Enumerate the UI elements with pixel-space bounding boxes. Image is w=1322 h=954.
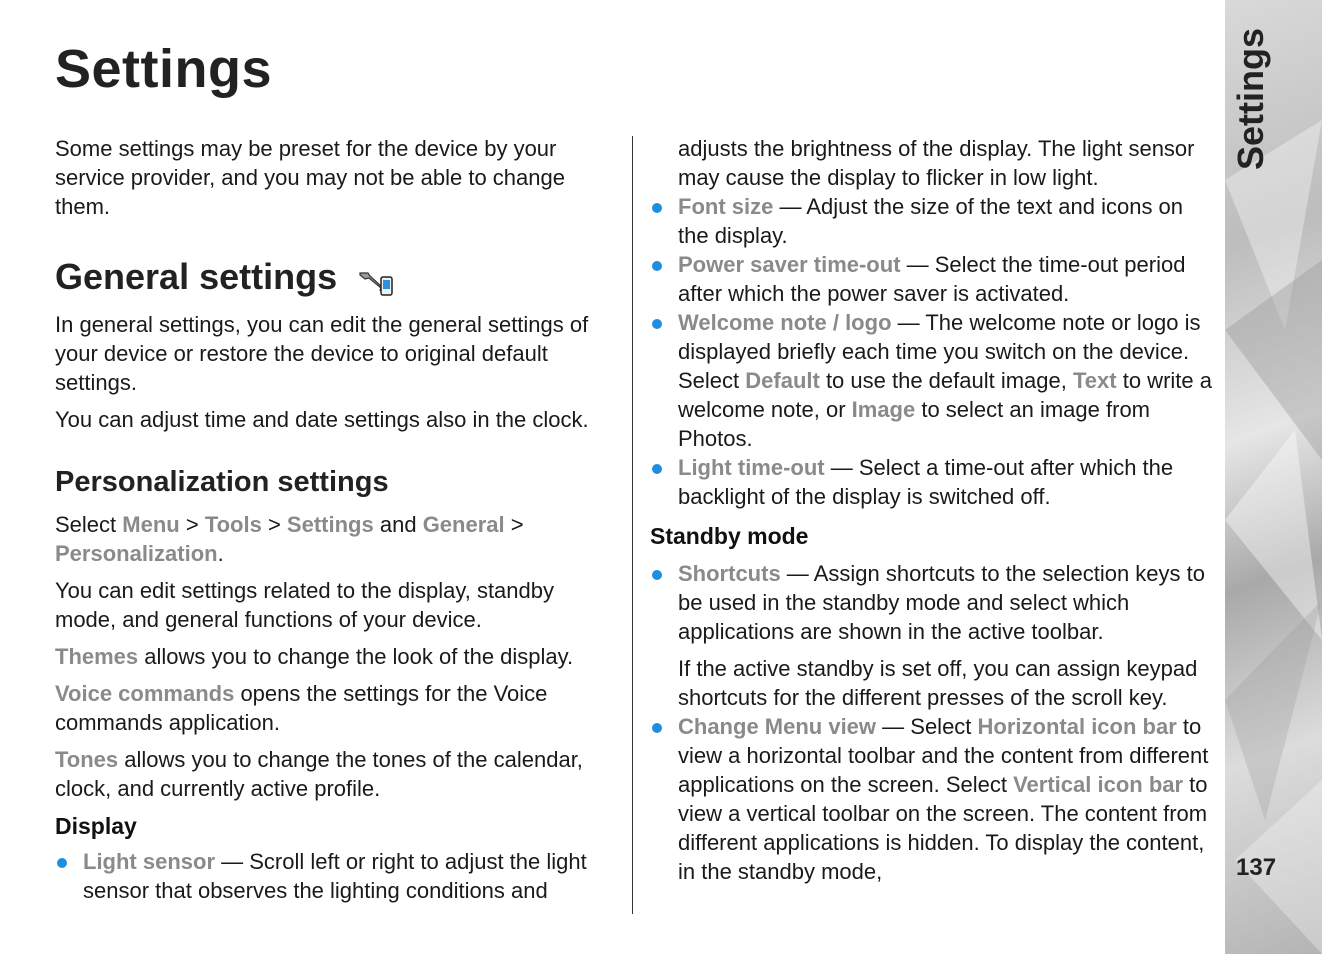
path-sep-3: >: [504, 512, 530, 538]
change-menu-text-1: — Select: [876, 714, 978, 739]
path-sep-2: >: [261, 512, 287, 538]
path-personalization: Personalization: [55, 541, 218, 567]
welcome-default: Default: [745, 368, 820, 393]
display-list-continued: [650, 192, 1212, 511]
tones-paragraph: [55, 745, 620, 803]
list-item-power-saver: [650, 250, 1212, 308]
change-menu-horizontal: Horizontal icon bar: [977, 714, 1177, 739]
power-saver-text: — Select the time-out period after which the power saver is activated.: [678, 252, 1186, 306]
path-and: and: [379, 512, 417, 538]
light-timeout-term: Light time-out: [678, 455, 825, 480]
welcome-text-4: to select an image from Photos.: [678, 397, 1151, 451]
light-sensor-term: Light sensor: [83, 849, 216, 875]
path-general: General: [422, 512, 505, 538]
shortcuts-term: Shortcuts: [678, 561, 781, 586]
themes-text: allows you to change the look of the display.: [138, 644, 574, 670]
light-sensor-continued: adjusts the brightness of the display. The light sensor may cause the display to flicker in low light.: [678, 136, 1195, 190]
voice-term: Voice commands: [55, 681, 235, 707]
font-size-term: Font size: [678, 194, 774, 219]
themes-term: Themes: [55, 644, 139, 670]
path-select: Select: [55, 512, 117, 538]
right-column: [650, 134, 1212, 886]
list-item-shortcuts: [650, 559, 1212, 646]
column-divider: [632, 136, 633, 914]
standby-list: [650, 559, 1212, 646]
standby-heading: Standby mode: [650, 523, 809, 549]
path-sep-1: >: [179, 512, 205, 538]
welcome-text-1: — The welcome note or logo is displayed briefly each time you switch on the device. Select: [678, 310, 1201, 393]
display-list: [55, 847, 620, 905]
general-settings-heading: General settings: [55, 256, 338, 297]
standby-list-2: [650, 712, 1212, 886]
change-menu-text-2: to view a horizontal toolbar and the content from different applications on the screen. Select: [678, 714, 1209, 797]
power-saver-term: Power saver time-out: [678, 252, 901, 277]
path-settings: Settings: [286, 512, 374, 538]
welcome-text-3: to write a welcome note, or: [678, 368, 1212, 422]
personalization-heading: Personalization settings: [55, 466, 389, 499]
voice-text: opens the settings for the Voice commands application.: [55, 681, 548, 736]
change-menu-term: Change Menu view: [678, 714, 877, 739]
light-sensor-text: — Scroll left or right to adjust the light sensor that observes the lighting conditions and: [83, 849, 587, 904]
general-paragraph-1: In general settings, you can edit the general settings of your device or restore the device to original default settings.: [55, 312, 589, 396]
welcome-text-term: Text: [1073, 368, 1117, 393]
list-item-light-sensor: [55, 847, 620, 905]
page-title: Settings: [55, 39, 273, 99]
general-settings-header: [55, 255, 620, 302]
list-item-welcome-note: [650, 308, 1212, 453]
personalization-path: [55, 510, 620, 568]
change-menu-vertical: Vertical icon bar: [1013, 772, 1184, 797]
intro-paragraph: Some settings may be preset for the device by your service provider, and you may not be able to change them.: [55, 136, 565, 219]
general-paragraph-2: You can adjust time and date settings also in the clock.: [55, 407, 589, 433]
voice-paragraph: [55, 679, 620, 737]
welcome-term: Welcome note / logo: [678, 310, 892, 335]
font-size-text: — Adjust the size of the text and icons on the display.: [678, 194, 1184, 248]
list-item-font-size: [650, 192, 1212, 250]
display-heading: Display: [55, 813, 137, 840]
themes-paragraph: [55, 642, 620, 671]
change-menu-text-3: to view a vertical toolbar on the screen. The content from different applications is hidden. To display the content, in the standby mode,: [678, 772, 1208, 884]
tones-term: Tones: [55, 747, 119, 773]
tones-text: allows you to change the tones of the calendar, clock, and currently active profile.: [55, 747, 583, 802]
sidebar-title: Settings: [1230, 27, 1271, 170]
welcome-image: Image: [851, 397, 916, 422]
list-item-change-menu: [650, 712, 1212, 886]
wrench-phone-icon: [356, 267, 394, 302]
shortcuts-note: If the active standby is set off, you can assign keypad shortcuts for the different presses of the scroll key.: [678, 656, 1198, 710]
page-number: 137: [1236, 854, 1277, 881]
shortcuts-text: — Assign shortcuts to the selection keys to be used in the standby mode and select which applications are shown in the active toolbar.: [678, 561, 1206, 644]
personalization-paragraph: You can edit settings related to the display, standby mode, and general functions of your device.: [55, 578, 554, 633]
path-tools: Tools: [204, 512, 262, 538]
path-menu: Menu: [122, 512, 180, 538]
light-timeout-text: — Select a time-out after which the backlight of the display is switched off.: [678, 455, 1174, 509]
path-end: .: [217, 541, 224, 567]
list-item-light-timeout: [650, 453, 1212, 511]
welcome-text-2: to use the default image,: [819, 368, 1073, 393]
left-column: [55, 134, 620, 905]
